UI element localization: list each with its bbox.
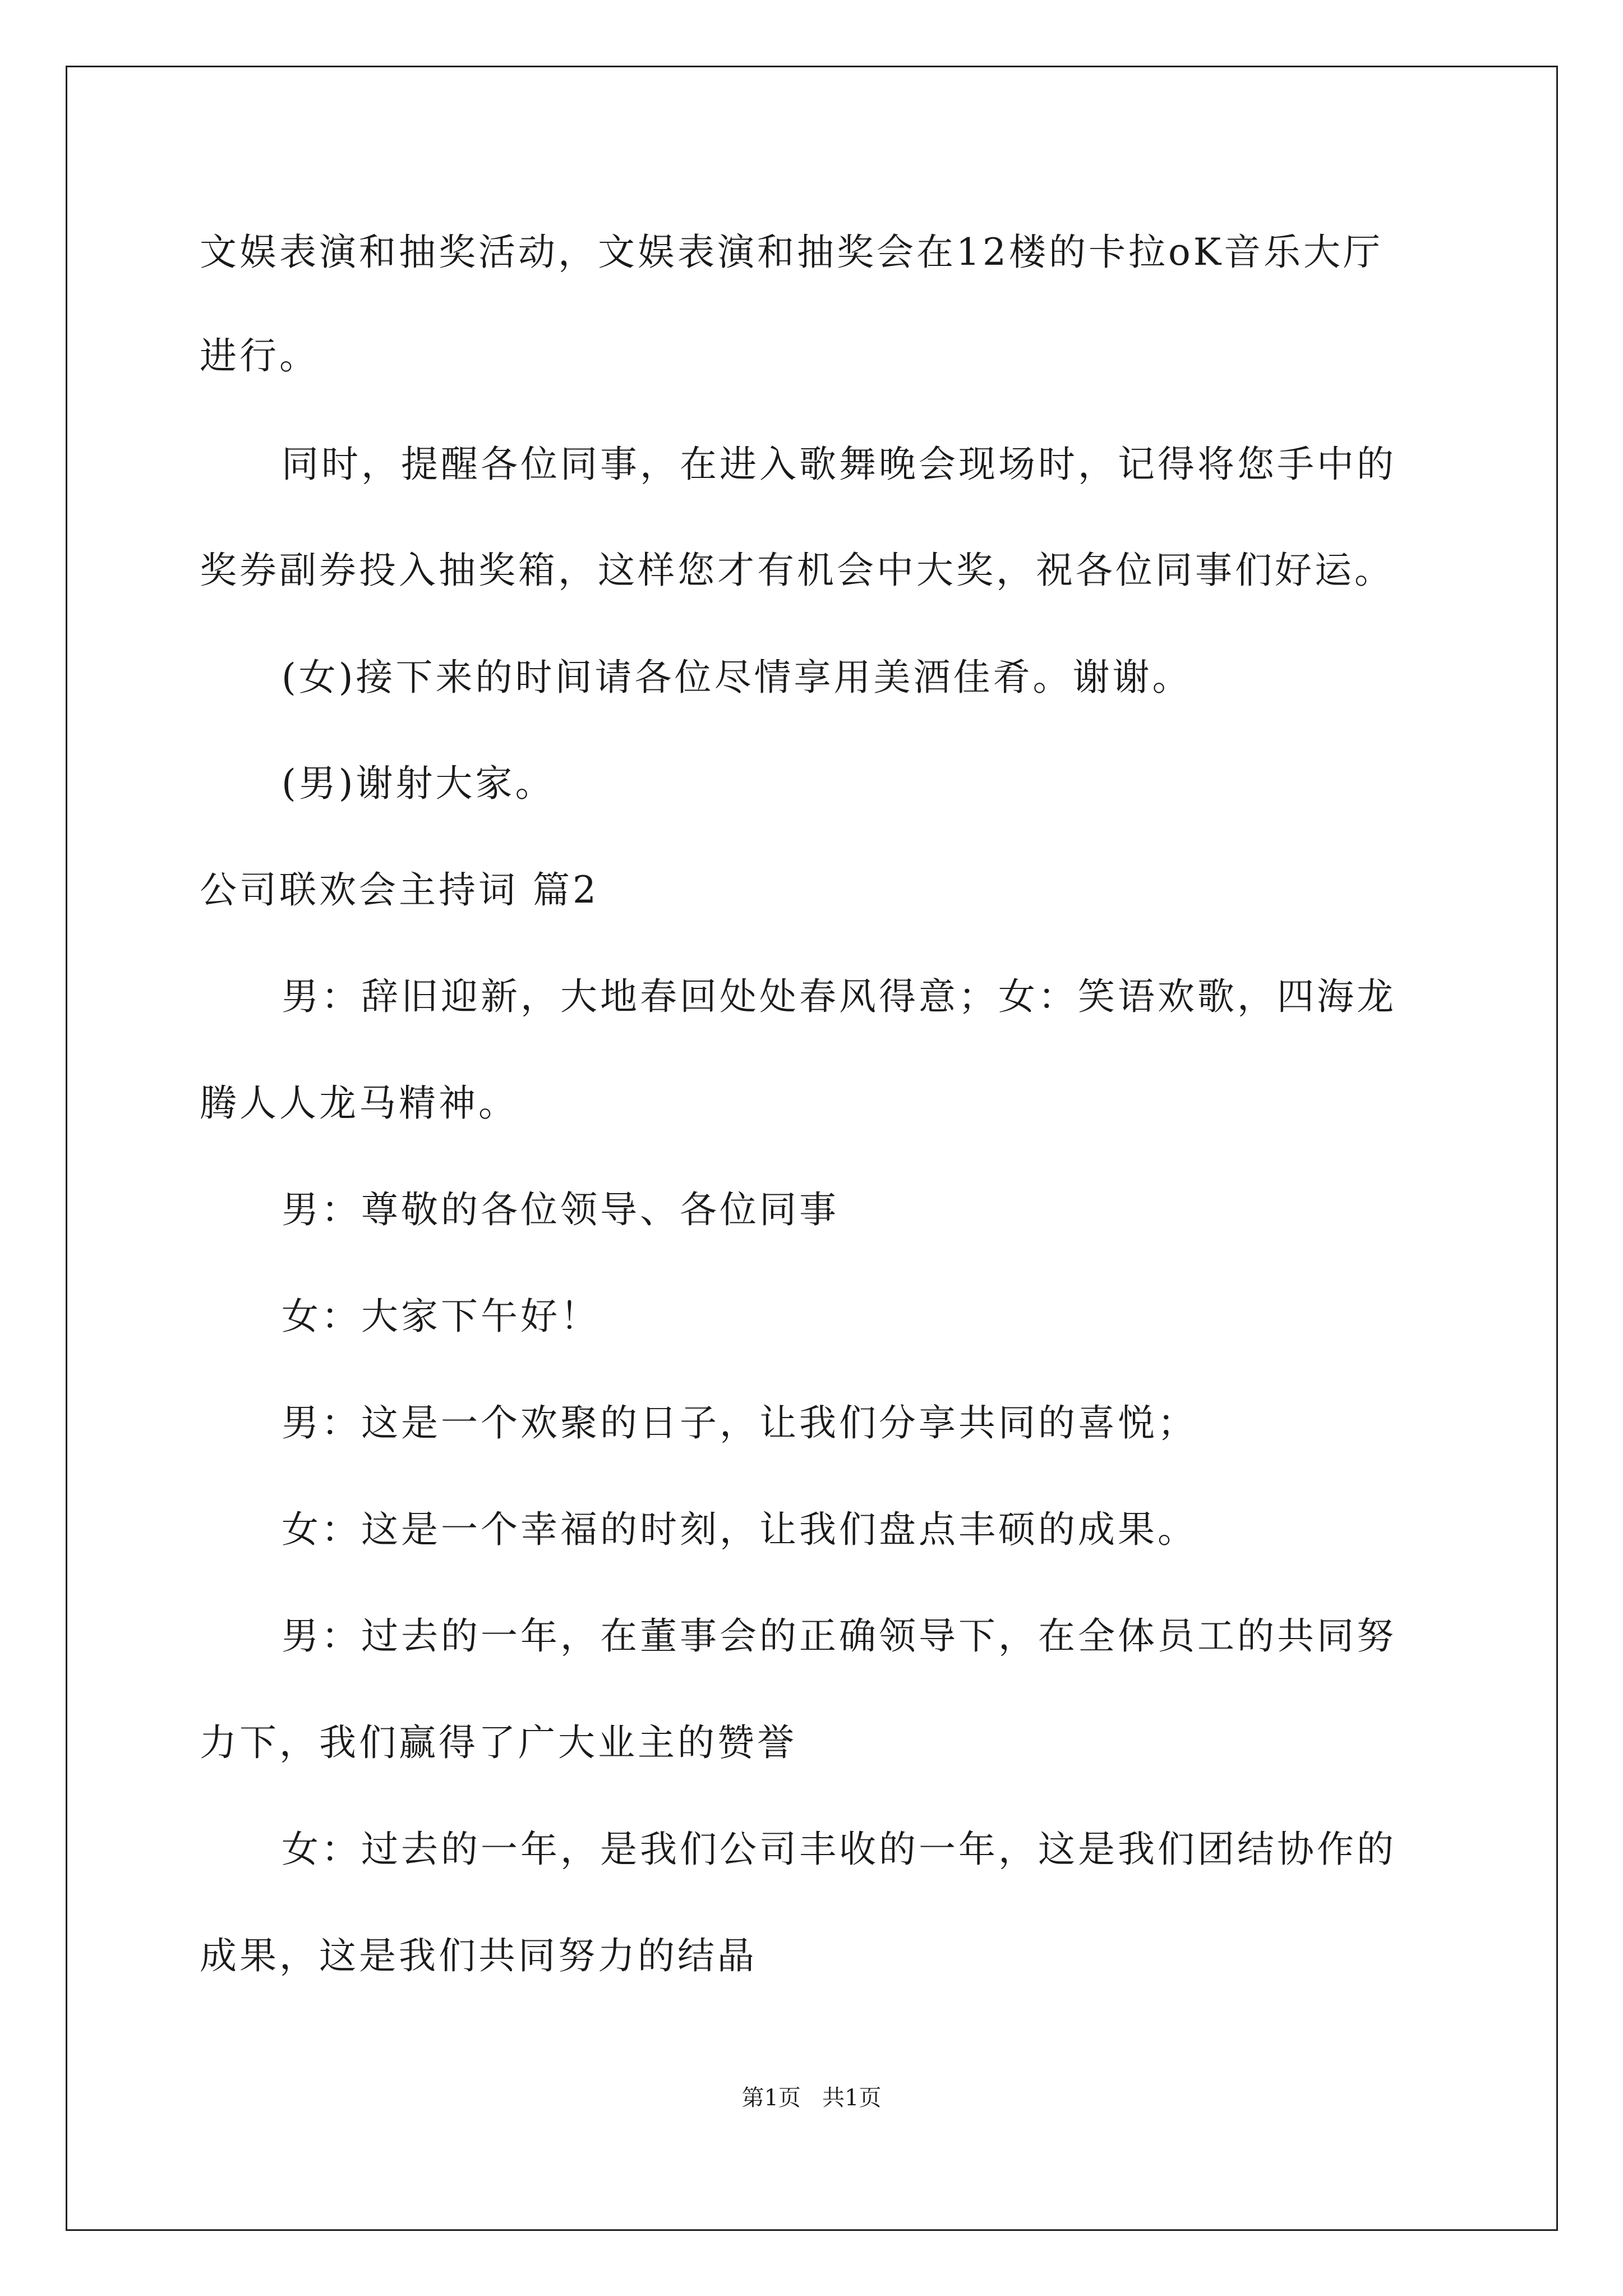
text-line: 成果，这是我们共同努力的结晶 <box>200 1934 757 1977</box>
paragraph-start: 女：大家下午好！ <box>282 1295 600 1338</box>
page-border <box>66 66 1558 2231</box>
text-line: 腾人人龙马精神。 <box>200 1082 518 1125</box>
paragraph-start: (女)接下来的时间请各位尽情享用美酒佳肴。谢谢。 <box>282 656 1192 699</box>
paragraph-start: 女：过去的一年，是我们公司丰收的一年，这是我们团结协作的 <box>282 1828 1396 1871</box>
paragraph-start: 男：辞旧迎新，大地春回处处春风得意；女：笑语欢歌，四海龙 <box>282 975 1396 1018</box>
text-line: 力下，我们赢得了广大业主的赞誉 <box>200 1721 797 1764</box>
section-heading: 公司联欢会主持词 篇2 <box>200 868 599 912</box>
text-line: 奖券副券投入抽奖箱，这样您才有机会中大奖，祝各位同事们好运。 <box>200 549 1394 592</box>
text-line: 文娱表演和抽奖活动，文娱表演和抽奖会在12楼的卡拉oK音乐大厅 <box>200 231 1384 274</box>
text-line: 进行。 <box>200 334 319 378</box>
paragraph-start: 男：尊敬的各位领导、各位同事 <box>282 1188 839 1231</box>
page-footer: 第1页 共1页 <box>741 2085 882 2111</box>
paragraph-start: 女：这是一个幸福的时刻，让我们盘点丰硕的成果。 <box>282 1508 1197 1551</box>
paragraph-start: (男)谢射大家。 <box>282 762 555 805</box>
paragraph-start: 男：过去的一年，在董事会的正确领导下，在全体员工的共同努 <box>282 1614 1396 1658</box>
paragraph-start: 同时，提醒各位同事，在进入歌舞晚会现场时，记得将您手中的 <box>282 443 1396 486</box>
paragraph-start: 男：这是一个欢聚的日子，让我们分享共同的喜悦； <box>282 1401 1197 1444</box>
